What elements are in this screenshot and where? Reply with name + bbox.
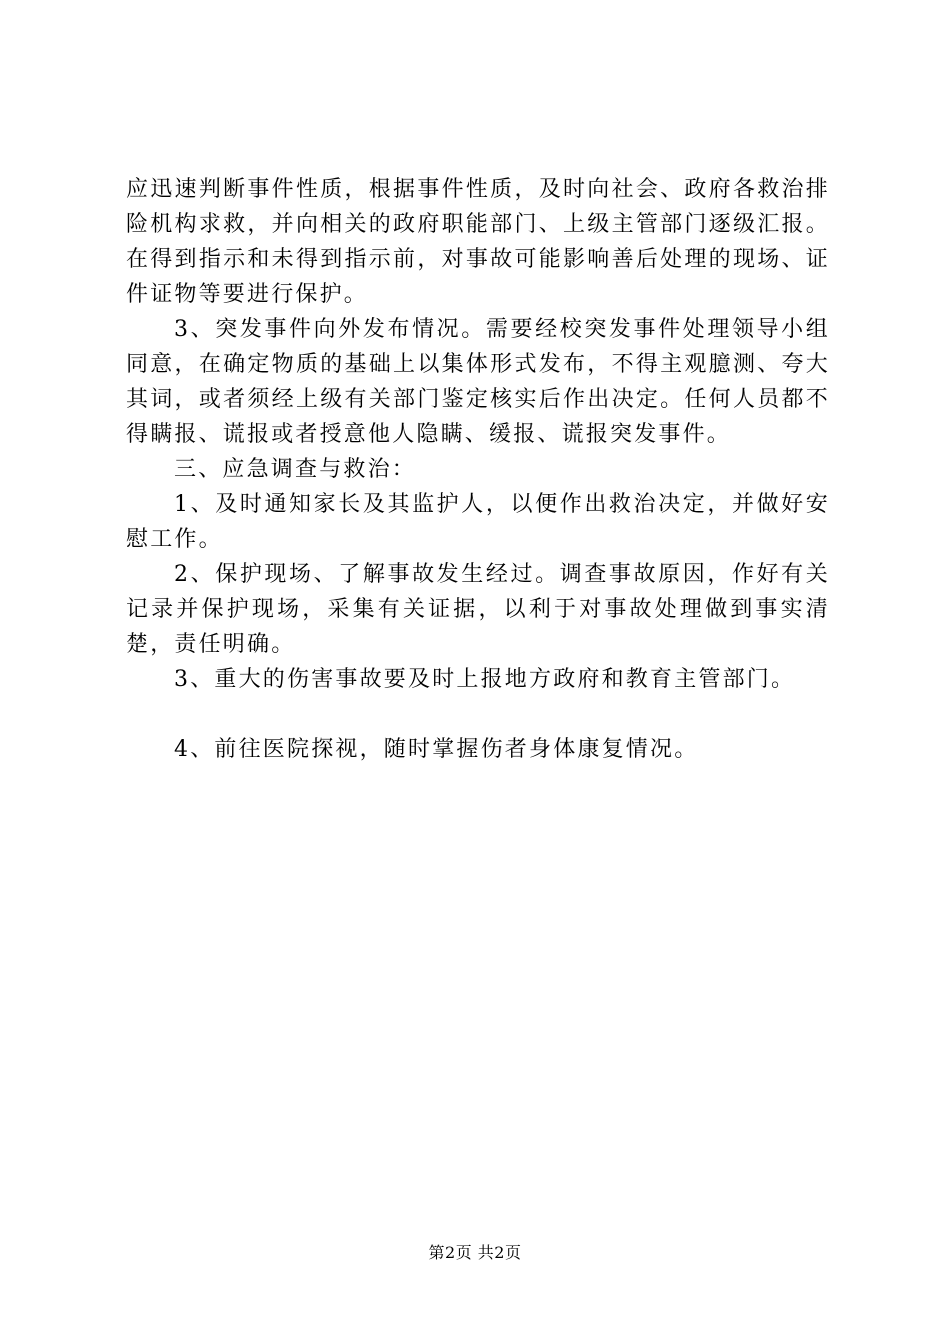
paragraph-item-2: 2、保护现场、了解事故发生经过。调查事故原因，作好有关记录并保护现场，采集有关证据，以利于对事故处理做到事实清楚，责任明确。 (126, 562, 830, 657)
paragraph-item-1: 1、及时通知家长及其监护人，以便作出救治决定，并做好安慰工作。 (126, 492, 830, 552)
document-body (126, 172, 830, 767)
section-heading: 三、应急调查与救治： (174, 457, 417, 482)
paragraph-item-3: 3、重大的伤害事故要及时上报地方政府和教育主管部门。 (174, 667, 796, 692)
paragraph-continuation: 应迅速判断事件性质，根据事件性质，及时向社会、政府各救治排险机构求救，并向相关的政府职能部门、上级主管部门逐级汇报。在得到指示和未得到指示前，对事故可能影响善后处理的现场、证件证物等要进行保护。 (126, 177, 830, 307)
paragraph-item-4: 4、前往医院探视，随时掌握伤者身体康复情况。 (174, 737, 699, 762)
paragraph-item-3-release: 3、突发事件向外发布情况。需要经校突发事件处理领导小组同意，在确定物质的基础上以集体形式发布，不得主观臆测、夸大其词，或者须经上级有关部门鉴定核实后作出决定。任何人员都不得瞒报、谎报或者授意他人隐瞒、缓报、谎报突发事件。 (126, 317, 830, 447)
page-number-footer: 第2页 共2页 (428, 1243, 522, 1262)
